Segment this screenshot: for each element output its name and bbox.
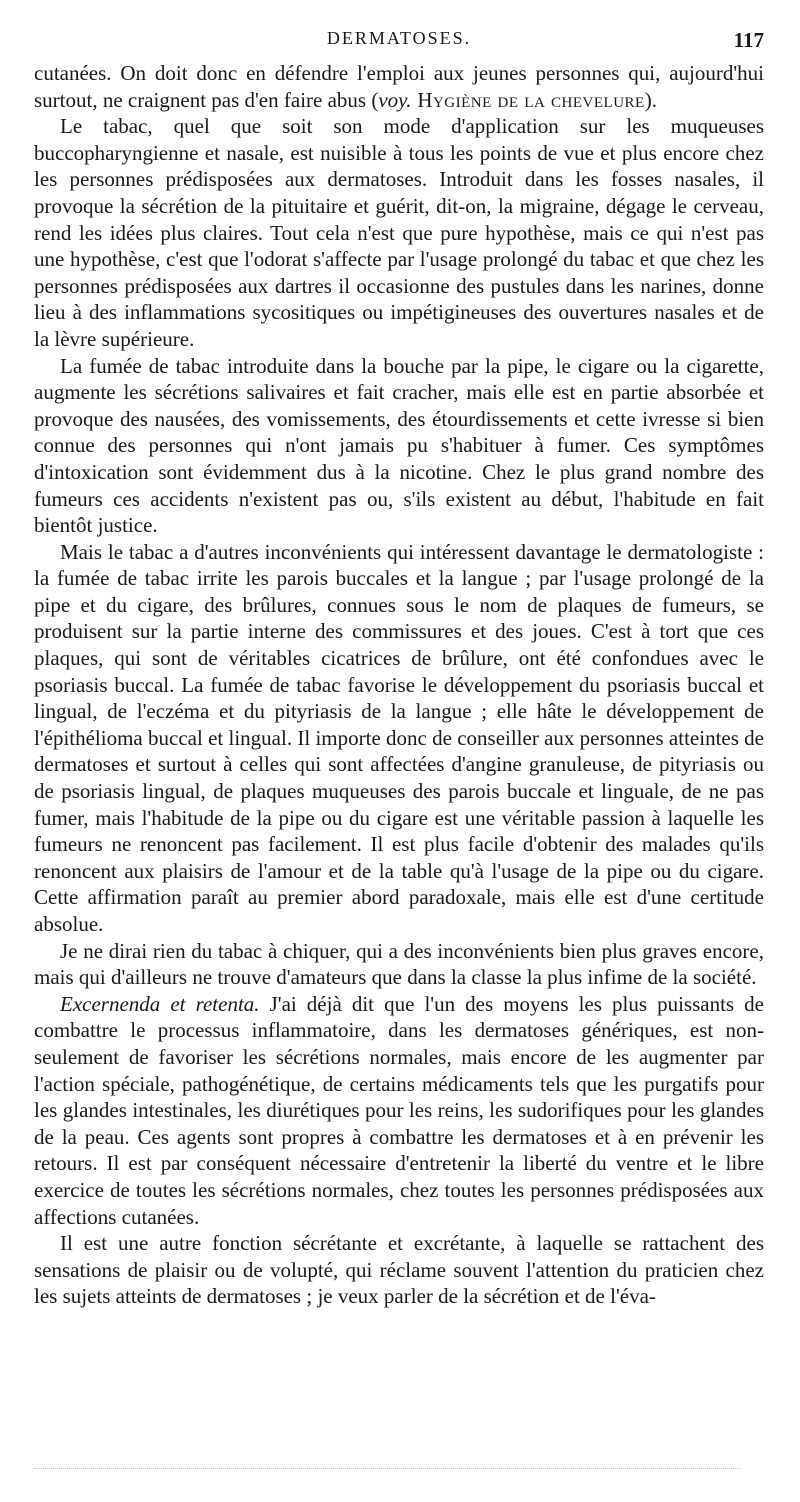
- page-number: 117: [733, 28, 764, 52]
- paragraph-chiquer: Je ne dirai rien du tabac à chiquer, qui a des inconvénients bien plus graves encore, mais qui d'ailleurs ne trouve d'amateurs que dans la classe la plus infime de la société.: [34, 938, 764, 990]
- paragraph-fumee: La fumée de tabac introduite dans la bouche par la pipe, le cigare ou la cigarette, augmente les sécrétions salivaires et fait cracher, mais elle est en partie absorbée et provoque des nausées, des vomissements, des étourdissements et cette ivresse si bien connue des personnes qui n'ont jamais pu s'habituer à fumer. Ces symptômes d'intoxication sont évidemment dus à la nicotine. Chez le plus grand nombre des fumeurs ces accidents n'existent pas ou, s'ils existent au début, l'habitude en fait bientôt justice.: [34, 353, 764, 538]
- footer-rule: [34, 1468, 740, 1469]
- body-text: [34, 60, 764, 1310]
- italic-reference: voy.: [378, 87, 412, 112]
- paragraph-continued: cutanées. On doit donc en défendre l'emploi aux jeunes personnes qui, aujourd'hui surtout, ne craignent pas d'en faire abus (voy. Hygiène de la chevelure).: [34, 61, 764, 112]
- paragraph-excernenda: Excernenda et retenta. J'ai déjà dit que l'un des moyens les plus puissants de combattre le processus inflammatoire, dans les dermatoses génériques, est non-seulement de favoriser les sécrétions normales, mais encore de les augmenter par l'action spéciale, pathogénétique, de certains médicaments tels que les purgatifs pour les glandes intestinales, les diurétiques pour les reins, les sudorifiques pour les glandes de la peau. Ces agents sont propres à combattre les dermatoses et à en prévenir les retours. Il est par conséquent nécessaire d'entretenir la liberté du ventre et le libre exercice de toutes les sécrétions normales, chez toutes les personnes prédisposées aux affections cutanées.: [34, 991, 764, 1229]
- section-heading-italic: Excernenda et retenta.: [60, 991, 260, 1016]
- cross-reference: Hygiène de la chevelure: [411, 87, 645, 112]
- paragraph-inconvenients: Mais le tabac a d'autres inconvénients qui intéressent davantage le dermatologiste : la fumée de tabac irrite les parois buccales et la langue ; par l'usage prolongé de la pipe et du cigare, des brûlures, connues sous le nom de plaques de fumeurs, se produisent sur la partie interne des commissures et des joues. C'est à tort que ces plaques, qui sont de véritables cicatrices de brûlure, ont été confondues avec le psoriasis buccal. La fumée de tabac favorise le développement du psoriasis buccal et lingual, de l'eczéma et du pityriasis de la langue ; elle hâte le développement de l'épithélioma buccal et lingual. Il importe donc de conseiller aux personnes atteintes de dermatoses et surtout à celles qui sont affectées d'angine granuleuse, de pityriasis ou de psoriasis lingual, de plaques muqueuses des parois buccale et linguale, de ne pas fumer, mais l'habitude de la pipe ou du cigare est une véritable passion à laquelle les fumeurs ne renoncent pas facilement. Il est plus facile d'obtenir des malades qu'ils renoncent aux plaisirs de l'amour et de la table qu'à l'usage de la pipe ou du cigare. Cette affirmation paraît au premier abord paradoxale, mais elle est d'une certitude absolue.: [34, 539, 764, 936]
- paragraph-fonction: Il est une autre fonction sécrétante et excrétante, à laquelle se rattachent des sensations de plaisir ou de volupté, qui réclame souvent l'attention du praticien chez les sujets atteints de dermatoses ; je veux parler de la sécrétion et de l'éva-: [34, 1231, 764, 1309]
- running-head: DERMATOSES.: [326, 28, 472, 48]
- page-header: [34, 28, 764, 58]
- paragraph-tabac: Le tabac, quel que soit son mode d'application sur les muqueuses buccopharyngienne et nasale, est nuisible à tous les points de vue et plus encore chez les personnes prédisposées aux dermatoses. Introduit dans les fosses nasales, il provoque la sécrétion de la pituitaire et guérit, dit-on, la migraine, dégage le cerveau, rend les idées plus claires. Tout cela n'est que pure hypothèse, mais ce qui n'est pas une hypothèse, c'est que l'odorat s'affecte par l'usage prolongé du tabac et que chez les personnes prédisposées aux dartres il occasionne des pustules dans les narines, donne lieu à des inflammations sycositiques ou impétigineuses des ouvertures nasales et de la lèvre supérieure.: [34, 114, 764, 351]
